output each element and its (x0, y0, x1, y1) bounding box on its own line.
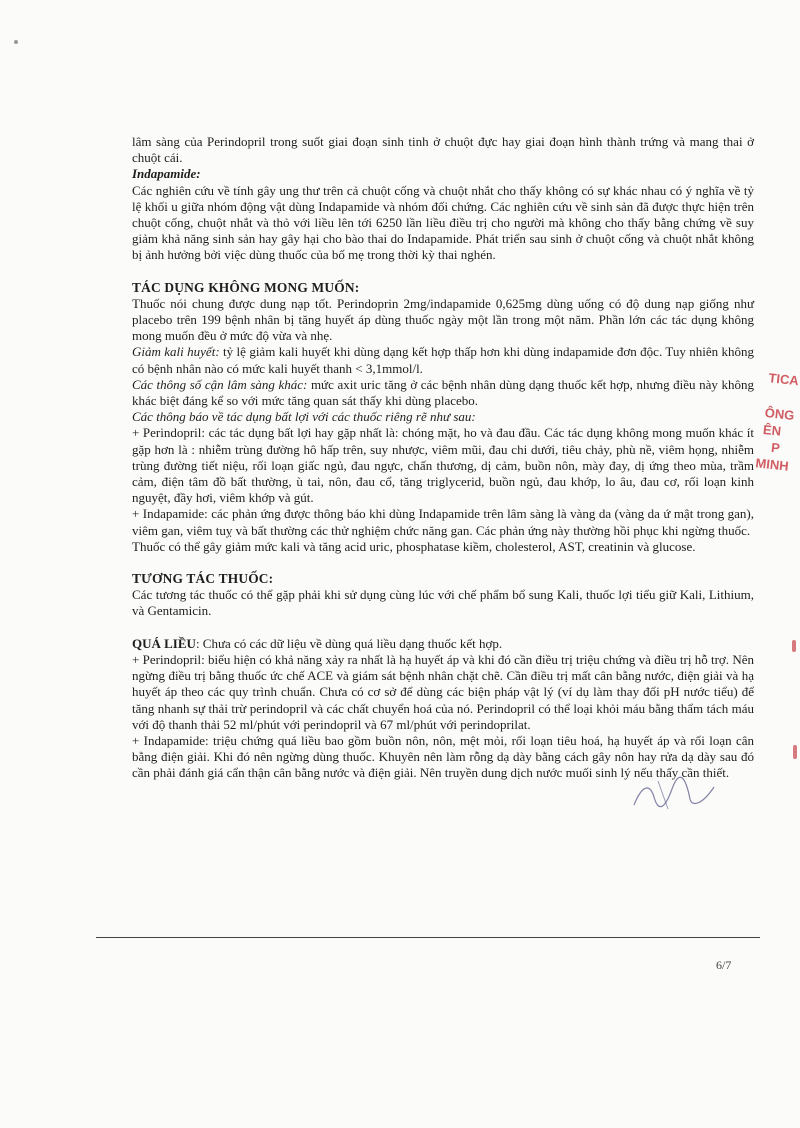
paragraph-perindopril-adverse: + Perindopril: các tác dụng bất lợi hay gặp nhất là: chóng mặt, ho và đau đầu. Các tác dụng không mong muốn khác ít gặp hơn là : nhiễm trùng đường hô hấp trên, suy nhược, viêm mũi, đau chi dưới, tiêu chảy, phù nề, viêm họng, nhiễm trùng đường tiết niệu, rối loạn giấc ngủ, đau ngực, chấn thương, dị cảm, buồn nôn, mày đay, dị ứng theo mùa, trầm cảm, điện tâm đồ bất thường, ù tai, nôn, đau cổ, tăng triglycerid, buồn ngủ, đau khớp, lo âu, đau cơ, rối loạn kinh nguyệt, đầy hơi, viêm khớp và gút. (132, 425, 754, 506)
subheading-indapamide: Indapamide: (132, 166, 201, 182)
paragraph-perindopril-overdose: + Perindopril: biểu hiện có khả năng xảy ra nhất là hạ huyết áp và khi đó cần điều trị triệu chứng và điều trị hỗ trợ. Nên ngừng điều trị bằng thuốc ức chế ACE và giám sát bệnh nhân chặt chẽ. Cần điều trị mất cân bằng nước, điện giải và hạ huyết áp theo các quy trình chuẩn. Chưa có cơ sở để dùng các biện pháp vật lý (ví dụ làm thay đổi pH nước tiểu) để tăng nhanh sự thải trừ perindopril và các chất chuyển hoá của nó. Perindopril có thể loại khỏi máu bằng thẩm tách máu với độ thanh thải 52 ml/phút với perindopril và 67 ml/phút với perindoprilat. (132, 651, 754, 732)
stamp-edge-mark (793, 745, 797, 759)
scan-speck (14, 40, 18, 44)
paragraph-hypokalemia (132, 344, 754, 376)
paragraph-interactions: Các tương tác thuốc có thể gặp phải khi sử dụng cùng lúc với chế phẩm bổ sung Kali, thuốc lợi tiểu giữ Kali, Lithium, và Gentamicin. (132, 587, 754, 619)
handwritten-signature (628, 775, 718, 815)
red-stamp-fragment (754, 369, 800, 495)
stamp-edge-mark (792, 640, 796, 652)
text-overdose-intro: : Chưa có các dữ liệu về dùng quá liều dạng thuốc kết hợp. (195, 635, 503, 651)
footer-rule (96, 937, 760, 938)
stamp-line: ÊN (762, 421, 782, 439)
paragraph-lab-parameters (132, 377, 754, 409)
stamp-line: MINH (754, 455, 790, 474)
text-hypokalemia: tỷ lệ giảm kali huyết khi dùng dạng kết hợp thấp hơn khi dùng indapamide đơn độc. Tuy nhiên không có bệnh nhân nào có mức kali huyết thanh < 3,1mmol/l. (132, 344, 754, 376)
label-lab-parameters: Các thông số cận lâm sàng khác: (132, 376, 308, 392)
stamp-line: ÔNG (764, 404, 796, 424)
stamp-line: P (770, 439, 781, 456)
page-number: 6/7 (716, 958, 732, 972)
stamp-line: TICA (767, 370, 800, 389)
subheading-individual-drugs: Các thông báo về tác dụng bất lợi với các thuốc riêng rẽ như sau: (132, 409, 476, 425)
paragraph-indapamide-carcinogenicity: Các nghiên cứu về tính gây ung thư trên cả chuột cống và chuột nhắt cho thấy không có sự khác nhau có ý nghĩa về tỷ lệ khối u giữa nhóm động vật dùng Indapamide và nhóm đối chứng. Các nghiên cứu về sinh sản đã được thực hiện trên chuột cống, chuột nhắt và thỏ với liều lên tới 6250 lần liều điều trị cho người mà không cho thấy bằng chứng về suy giảm khả năng sinh sản hay gây hại cho bào thai do Indapamide. Phát triển sau sinh ở chuột cống và chuột nhắt không bị ảnh hưởng bởi việc dùng thuốc của bố mẹ trong thời kỳ thai nghén. (132, 182, 754, 263)
label-hypokalemia: Giảm kali huyết: (132, 344, 220, 360)
paragraph-indapamide-adverse: + Indapamide: các phản ứng được thông báo khi dùng Indapamide trên lâm sàng là vàng da (vàng da ứ mật trong gan), viêm gan, viêm tuỵ và bất thường các thử nghiệm chức năng gan. Các phản ứng này thường hồi phục khi ngừng thuốc. (132, 506, 754, 538)
heading-interactions: TƯƠNG TÁC THUỐC: (132, 571, 274, 587)
heading-adverse-effects: TÁC DỤNG KHÔNG MONG MUỐN: (132, 279, 360, 295)
paragraph-tolerance: Thuốc nói chung được dung nạp tốt. Perindoprin 2mg/indapamide 0,625mg dùng uống có độ dung nạp giống như placebo trên 199 bệnh nhân bị tăng huyết áp dùng thuốc ngày một lần trong một năm. Phần lớn các tác dụng không mong muốn đều ở mức độ vừa và nhẹ. (132, 295, 754, 344)
paragraph-perindopril-continuation: lâm sàng của Perindopril trong suốt giai đoạn sinh tinh ở chuột đực hay giai đoạn hình thành trứng và mang thai ở chuột cái. (132, 134, 754, 166)
paragraph-overdose-intro (132, 636, 754, 652)
text-lab-parameters: mức axit uric tăng ở các bệnh nhân dùng dạng thuốc kết hợp, nhưng điều này không khác biệt đáng kể so với mức tăng quan sát thấy khi dùng placebo. (132, 376, 754, 409)
paragraph-indapamide-overdose: + Indapamide: triệu chứng quá liều bao gồm buồn nôn, nôn, mệt mỏi, rối loạn tiêu hoá, hạ huyết áp và rối loạn cân bằng điện giải. Khi đó nên ngừng dùng thuốc. Khuyên nên làm rỗng dạ dày bằng cách gây nôn hay rửa dạ dày sau đó cần phải đánh giá cẩn thận cân bằng nước và điện giải. Nên truyền dung dịch nước muối sinh lý nếu thấy cần thiết. (132, 732, 754, 781)
document-body (132, 134, 754, 782)
heading-overdose: QUÁ LIỀU (132, 635, 196, 651)
paragraph-lab-changes: Thuốc có thể gây giảm mức kali và tăng acid uric, phosphatase kiềm, cholesterol, AST, creatinin và glucose. (132, 538, 696, 554)
